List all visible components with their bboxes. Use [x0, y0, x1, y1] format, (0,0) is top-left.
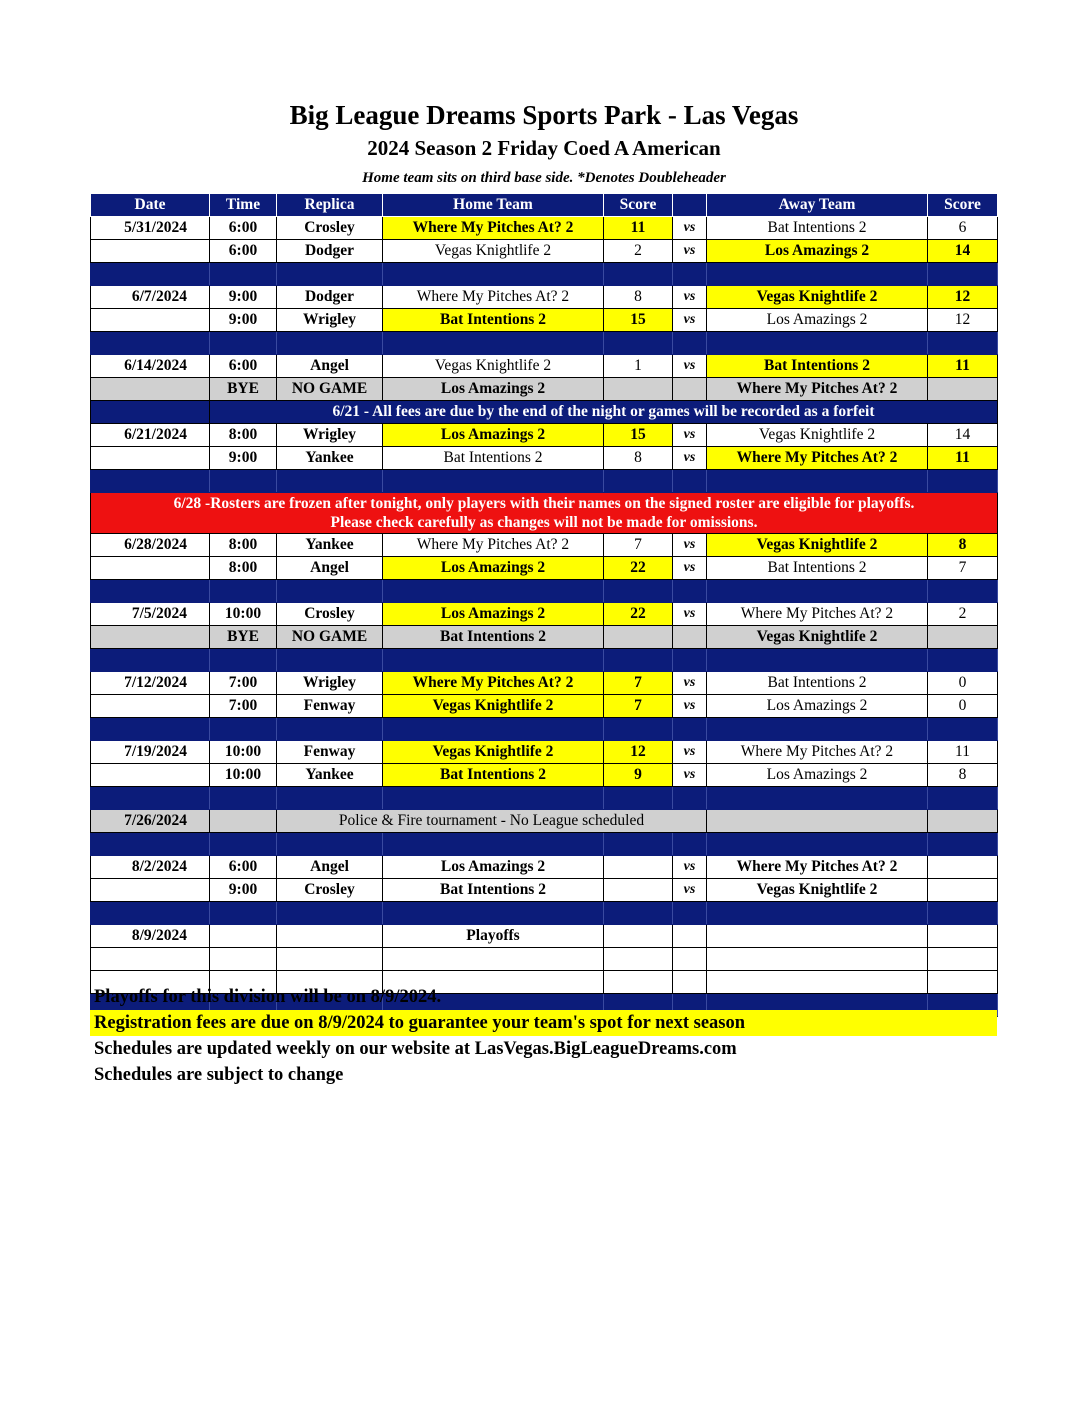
- game-date: [91, 240, 210, 263]
- separator-cell: [673, 718, 707, 741]
- field-name: Angel: [277, 557, 383, 580]
- separator-cell: [277, 718, 383, 741]
- separator-cell: [383, 332, 604, 355]
- column-header: Replica: [277, 194, 383, 217]
- separator-cell: [673, 649, 707, 672]
- game-time: 6:00: [210, 856, 277, 879]
- vs-label: vs: [673, 424, 707, 447]
- game-time: 6:00: [210, 355, 277, 378]
- away-score: 14: [928, 240, 998, 263]
- away-score: 11: [928, 447, 998, 470]
- game-date: 8/2/2024: [91, 856, 210, 879]
- separator-cell: [91, 649, 210, 672]
- game-date: 6/14/2024: [91, 355, 210, 378]
- bye-row: [91, 626, 998, 649]
- notice-spacer: [91, 401, 210, 424]
- game-row: [91, 741, 998, 764]
- away-score: 0: [928, 672, 998, 695]
- separator-cell: [91, 833, 210, 856]
- vs-label: vs: [673, 695, 707, 718]
- separator-cell: [928, 902, 998, 925]
- game-date: 7/12/2024: [91, 672, 210, 695]
- away-team: Where My Pitches At? 2: [707, 603, 928, 626]
- separator-cell: [707, 263, 928, 286]
- field-name: Fenway: [277, 695, 383, 718]
- separator-cell: [707, 833, 928, 856]
- field-name: Yankee: [277, 534, 383, 557]
- roster-alert-line: 6/28 -Rosters are frozen after tonight, only players with their names on the signed roster are eligible for playoffs.: [173, 495, 915, 512]
- footer-registration: Registration fees are due on 8/9/2024 to guarantee your team's spot for next season: [90, 1010, 997, 1036]
- field-name: Dodger: [277, 240, 383, 263]
- game-time: 6:00: [210, 217, 277, 240]
- home-team: Vegas Knightlife 2: [383, 741, 604, 764]
- game-date: [91, 557, 210, 580]
- separator-cell: [210, 833, 277, 856]
- game-row: [91, 447, 998, 470]
- separator-row: [91, 470, 998, 493]
- page-subtitle: 2024 Season 2 Friday Coed A American: [367, 136, 721, 160]
- away-score: 0: [928, 695, 998, 718]
- game-date: 5/31/2024: [91, 217, 210, 240]
- field-name: Fenway: [277, 741, 383, 764]
- home-score: 9: [604, 764, 673, 787]
- home-score: 15: [604, 309, 673, 332]
- separator-cell: [383, 833, 604, 856]
- vs-label: [673, 378, 707, 401]
- separator-cell: [604, 263, 673, 286]
- field-name: Wrigley: [277, 424, 383, 447]
- home-score: 11: [604, 217, 673, 240]
- separator-row: [91, 580, 998, 603]
- away-score: [928, 925, 998, 948]
- away-team: Bat Intentions 2: [707, 217, 928, 240]
- separator-cell: [707, 580, 928, 603]
- field-name: Crosley: [277, 217, 383, 240]
- game-row: [91, 534, 998, 557]
- separator-cell: [383, 718, 604, 741]
- separator-cell: [210, 263, 277, 286]
- field-name: Dodger: [277, 286, 383, 309]
- field-name: [277, 925, 383, 948]
- home-team: Vegas Knightlife 2: [383, 240, 604, 263]
- away-team: Vegas Knightlife 2: [707, 879, 928, 902]
- home-score: 7: [604, 534, 673, 557]
- field-name: Wrigley: [277, 672, 383, 695]
- game-time: 9:00: [210, 447, 277, 470]
- game-time: 9:00: [210, 309, 277, 332]
- home-score: [604, 626, 673, 649]
- separator-cell: [91, 787, 210, 810]
- vs-label: vs: [673, 603, 707, 626]
- away-team: Where My Pitches At? 2: [707, 378, 928, 401]
- away-team: Bat Intentions 2: [707, 355, 928, 378]
- separator-cell: [277, 580, 383, 603]
- roster-alert: [91, 493, 998, 534]
- separator-cell: [928, 263, 998, 286]
- home-score: [604, 879, 673, 902]
- separator-cell: [928, 718, 998, 741]
- game-time: [210, 948, 277, 971]
- separator-cell: [277, 833, 383, 856]
- away-team: Los Amazings 2: [707, 240, 928, 263]
- away-score: 12: [928, 309, 998, 332]
- separator-cell: [210, 718, 277, 741]
- separator-cell: [673, 263, 707, 286]
- away-team: Vegas Knightlife 2: [707, 534, 928, 557]
- home-team: Los Amazings 2: [383, 424, 604, 447]
- vs-label: [673, 925, 707, 948]
- separator-cell: [604, 902, 673, 925]
- home-team: [383, 948, 604, 971]
- separator-row: [91, 787, 998, 810]
- away-score: [928, 856, 998, 879]
- notice-text: 6/21 - All fees are due by the end of the night or games will be recorded as a forfeit: [210, 401, 998, 424]
- home-score: [604, 948, 673, 971]
- vs-label: vs: [673, 741, 707, 764]
- vs-label: vs: [673, 672, 707, 695]
- game-time: 9:00: [210, 286, 277, 309]
- column-header: Home Team: [383, 194, 604, 217]
- home-score: 2: [604, 240, 673, 263]
- away-score: 2: [928, 603, 998, 626]
- separator-cell: [673, 787, 707, 810]
- separator-cell: [210, 902, 277, 925]
- notice-row: [91, 401, 998, 424]
- away-team: Los Amazings 2: [707, 764, 928, 787]
- field-name: Crosley: [277, 879, 383, 902]
- separator-cell: [707, 902, 928, 925]
- away-team: Where My Pitches At? 2: [707, 447, 928, 470]
- away-team: Los Amazings 2: [707, 695, 928, 718]
- vs-label: vs: [673, 309, 707, 332]
- field-name: Angel: [277, 355, 383, 378]
- separator-cell: [928, 649, 998, 672]
- separator-cell: [210, 580, 277, 603]
- separator-cell: [673, 470, 707, 493]
- table-header: [91, 194, 998, 217]
- away-score: 8: [928, 534, 998, 557]
- away-team: Vegas Knightlife 2: [707, 626, 928, 649]
- away-team: Vegas Knightlife 2: [707, 424, 928, 447]
- away-score: [928, 879, 998, 902]
- game-time: [210, 925, 277, 948]
- home-score: 8: [604, 447, 673, 470]
- separator-row: [91, 263, 998, 286]
- column-header: Time: [210, 194, 277, 217]
- game-date: [91, 447, 210, 470]
- separator-cell: [210, 332, 277, 355]
- game-row: [91, 355, 998, 378]
- no-league-row: [91, 810, 998, 833]
- separator-cell: [604, 718, 673, 741]
- game-row: [91, 925, 998, 948]
- separator-cell: [383, 580, 604, 603]
- vs-label: [673, 626, 707, 649]
- bye-row: [91, 378, 998, 401]
- footer-website: Schedules are updated weekly on our website at LasVegas.BigLeagueDreams.com: [94, 1039, 737, 1059]
- separator-cell: [604, 580, 673, 603]
- game-date: 7/19/2024: [91, 741, 210, 764]
- game-row: [91, 695, 998, 718]
- no-league-text: Police & Fire tournament - No League scheduled: [277, 810, 707, 833]
- game-row: [91, 424, 998, 447]
- separator-cell: [383, 470, 604, 493]
- away-team: Where My Pitches At? 2: [707, 741, 928, 764]
- away-score: 11: [928, 355, 998, 378]
- away-score: 11: [928, 741, 998, 764]
- home-team: Los Amazings 2: [383, 378, 604, 401]
- game-date: [91, 695, 210, 718]
- field-name: Yankee: [277, 764, 383, 787]
- game-time: 7:00: [210, 695, 277, 718]
- game-row: [91, 217, 998, 240]
- game-time: 10:00: [210, 603, 277, 626]
- away-score: 12: [928, 286, 998, 309]
- empty-cell: [928, 810, 998, 833]
- footer-disclaimer: Schedules are subject to change: [94, 1065, 344, 1085]
- schedule-table: [90, 193, 998, 1017]
- separator-cell: [210, 787, 277, 810]
- away-score: 7: [928, 557, 998, 580]
- game-date: [91, 378, 210, 401]
- home-team: Bat Intentions 2: [383, 879, 604, 902]
- column-header: Date: [91, 194, 210, 217]
- separator-cell: [277, 649, 383, 672]
- game-time: BYE: [210, 378, 277, 401]
- separator-row: [91, 833, 998, 856]
- schedule-note: Home team sits on third base side. *Denotes Doubleheader: [362, 170, 726, 186]
- home-score: 8: [604, 286, 673, 309]
- game-date: [91, 309, 210, 332]
- away-score: [928, 378, 998, 401]
- game-date: 6/21/2024: [91, 424, 210, 447]
- home-score: [604, 925, 673, 948]
- game-row: [91, 557, 998, 580]
- game-row: [91, 879, 998, 902]
- separator-cell: [928, 787, 998, 810]
- separator-cell: [91, 580, 210, 603]
- footer-playoffs: Playoffs for this division will be on 8/9/2024.: [94, 987, 442, 1007]
- game-row: [91, 948, 998, 971]
- home-team: Los Amazings 2: [383, 557, 604, 580]
- game-date: 8/9/2024: [91, 925, 210, 948]
- game-row: [91, 856, 998, 879]
- vs-label: vs: [673, 534, 707, 557]
- separator-cell: [277, 902, 383, 925]
- home-team: Where My Pitches At? 2: [383, 286, 604, 309]
- away-team: Bat Intentions 2: [707, 672, 928, 695]
- home-team: Playoffs: [383, 925, 604, 948]
- roster-alert-row: [91, 493, 998, 534]
- away-team: Bat Intentions 2: [707, 557, 928, 580]
- away-score: 8: [928, 764, 998, 787]
- vs-label: vs: [673, 856, 707, 879]
- separator-cell: [604, 787, 673, 810]
- column-header: Score: [604, 194, 673, 217]
- separator-cell: [707, 470, 928, 493]
- game-time: 8:00: [210, 557, 277, 580]
- separator-row: [91, 332, 998, 355]
- away-team: Vegas Knightlife 2: [707, 286, 928, 309]
- field-name: Wrigley: [277, 309, 383, 332]
- game-time: 8:00: [210, 534, 277, 557]
- game-time: 9:00: [210, 879, 277, 902]
- away-score: [928, 626, 998, 649]
- separator-cell: [673, 332, 707, 355]
- separator-cell: [91, 332, 210, 355]
- home-team: Bat Intentions 2: [383, 447, 604, 470]
- vs-label: [673, 948, 707, 971]
- separator-cell: [707, 332, 928, 355]
- separator-cell: [604, 332, 673, 355]
- game-date: 6/28/2024: [91, 534, 210, 557]
- vs-label: vs: [673, 240, 707, 263]
- vs-label: vs: [673, 217, 707, 240]
- separator-cell: [277, 263, 383, 286]
- field-name: NO GAME: [277, 626, 383, 649]
- away-score: 6: [928, 217, 998, 240]
- separator-cell: [928, 332, 998, 355]
- game-row: [91, 603, 998, 626]
- separator-cell: [91, 902, 210, 925]
- home-team: Bat Intentions 2: [383, 764, 604, 787]
- home-score: 7: [604, 672, 673, 695]
- separator-cell: [91, 263, 210, 286]
- vs-label: vs: [673, 764, 707, 787]
- home-team: Where My Pitches At? 2: [383, 217, 604, 240]
- separator-cell: [91, 718, 210, 741]
- game-date: [91, 948, 210, 971]
- away-team: [707, 925, 928, 948]
- away-team: Where My Pitches At? 2: [707, 856, 928, 879]
- separator-cell: [277, 332, 383, 355]
- empty-cell: [210, 810, 277, 833]
- field-name: NO GAME: [277, 378, 383, 401]
- roster-alert-line: Please check carefully as changes will not be made for omissions.: [330, 514, 758, 531]
- column-header: Score: [928, 194, 998, 217]
- game-row: [91, 286, 998, 309]
- home-team: Where My Pitches At? 2: [383, 534, 604, 557]
- away-score: 14: [928, 424, 998, 447]
- separator-cell: [604, 833, 673, 856]
- home-team: Vegas Knightlife 2: [383, 695, 604, 718]
- home-team: Bat Intentions 2: [383, 309, 604, 332]
- separator-cell: [673, 902, 707, 925]
- game-date: [91, 764, 210, 787]
- game-row: [91, 672, 998, 695]
- field-name: Yankee: [277, 447, 383, 470]
- home-team: Los Amazings 2: [383, 603, 604, 626]
- game-date: 6/7/2024: [91, 286, 210, 309]
- separator-cell: [277, 787, 383, 810]
- field-name: Angel: [277, 856, 383, 879]
- vs-label: vs: [673, 879, 707, 902]
- separator-cell: [673, 580, 707, 603]
- home-team: Los Amazings 2: [383, 856, 604, 879]
- separator-cell: [277, 470, 383, 493]
- field-name: [277, 948, 383, 971]
- separator-cell: [604, 470, 673, 493]
- game-row: [91, 764, 998, 787]
- away-team: Los Amazings 2: [707, 309, 928, 332]
- page-title: Big League Dreams Sports Park - Las Vegas: [289, 100, 799, 130]
- separator-cell: [383, 263, 604, 286]
- home-team: Where My Pitches At? 2: [383, 672, 604, 695]
- home-score: [604, 856, 673, 879]
- home-score: 15: [604, 424, 673, 447]
- separator-cell: [91, 470, 210, 493]
- separator-cell: [673, 833, 707, 856]
- game-time: 7:00: [210, 672, 277, 695]
- separator-cell: [928, 833, 998, 856]
- home-score: 22: [604, 557, 673, 580]
- home-score: 12: [604, 741, 673, 764]
- separator-cell: [383, 649, 604, 672]
- separator-cell: [707, 787, 928, 810]
- separator-cell: [210, 649, 277, 672]
- home-team: Vegas Knightlife 2: [383, 355, 604, 378]
- column-header: [673, 194, 707, 217]
- vs-label: vs: [673, 286, 707, 309]
- field-name: Crosley: [277, 603, 383, 626]
- separator-cell: [383, 902, 604, 925]
- game-time: BYE: [210, 626, 277, 649]
- game-time: 10:00: [210, 741, 277, 764]
- separator-cell: [707, 718, 928, 741]
- game-row: [91, 240, 998, 263]
- empty-cell: [707, 810, 928, 833]
- column-header: Away Team: [707, 194, 928, 217]
- home-score: [604, 378, 673, 401]
- separator-cell: [210, 470, 277, 493]
- game-date: [91, 879, 210, 902]
- separator-row: [91, 718, 998, 741]
- home-score: 1: [604, 355, 673, 378]
- vs-label: vs: [673, 447, 707, 470]
- game-date: [91, 626, 210, 649]
- separator-cell: [928, 470, 998, 493]
- home-team: Bat Intentions 2: [383, 626, 604, 649]
- home-score: 7: [604, 695, 673, 718]
- vs-label: vs: [673, 557, 707, 580]
- separator-row: [91, 649, 998, 672]
- game-time: 8:00: [210, 424, 277, 447]
- game-time: 6:00: [210, 240, 277, 263]
- game-date: 7/5/2024: [91, 603, 210, 626]
- separator-cell: [928, 580, 998, 603]
- away-score: [928, 948, 998, 971]
- home-score: 22: [604, 603, 673, 626]
- separator-cell: [383, 787, 604, 810]
- game-date: 7/26/2024: [91, 810, 210, 833]
- vs-label: vs: [673, 355, 707, 378]
- away-team: [707, 948, 928, 971]
- separator-cell: [707, 649, 928, 672]
- game-row: [91, 309, 998, 332]
- game-time: 10:00: [210, 764, 277, 787]
- separator-row: [91, 902, 998, 925]
- separator-cell: [604, 649, 673, 672]
